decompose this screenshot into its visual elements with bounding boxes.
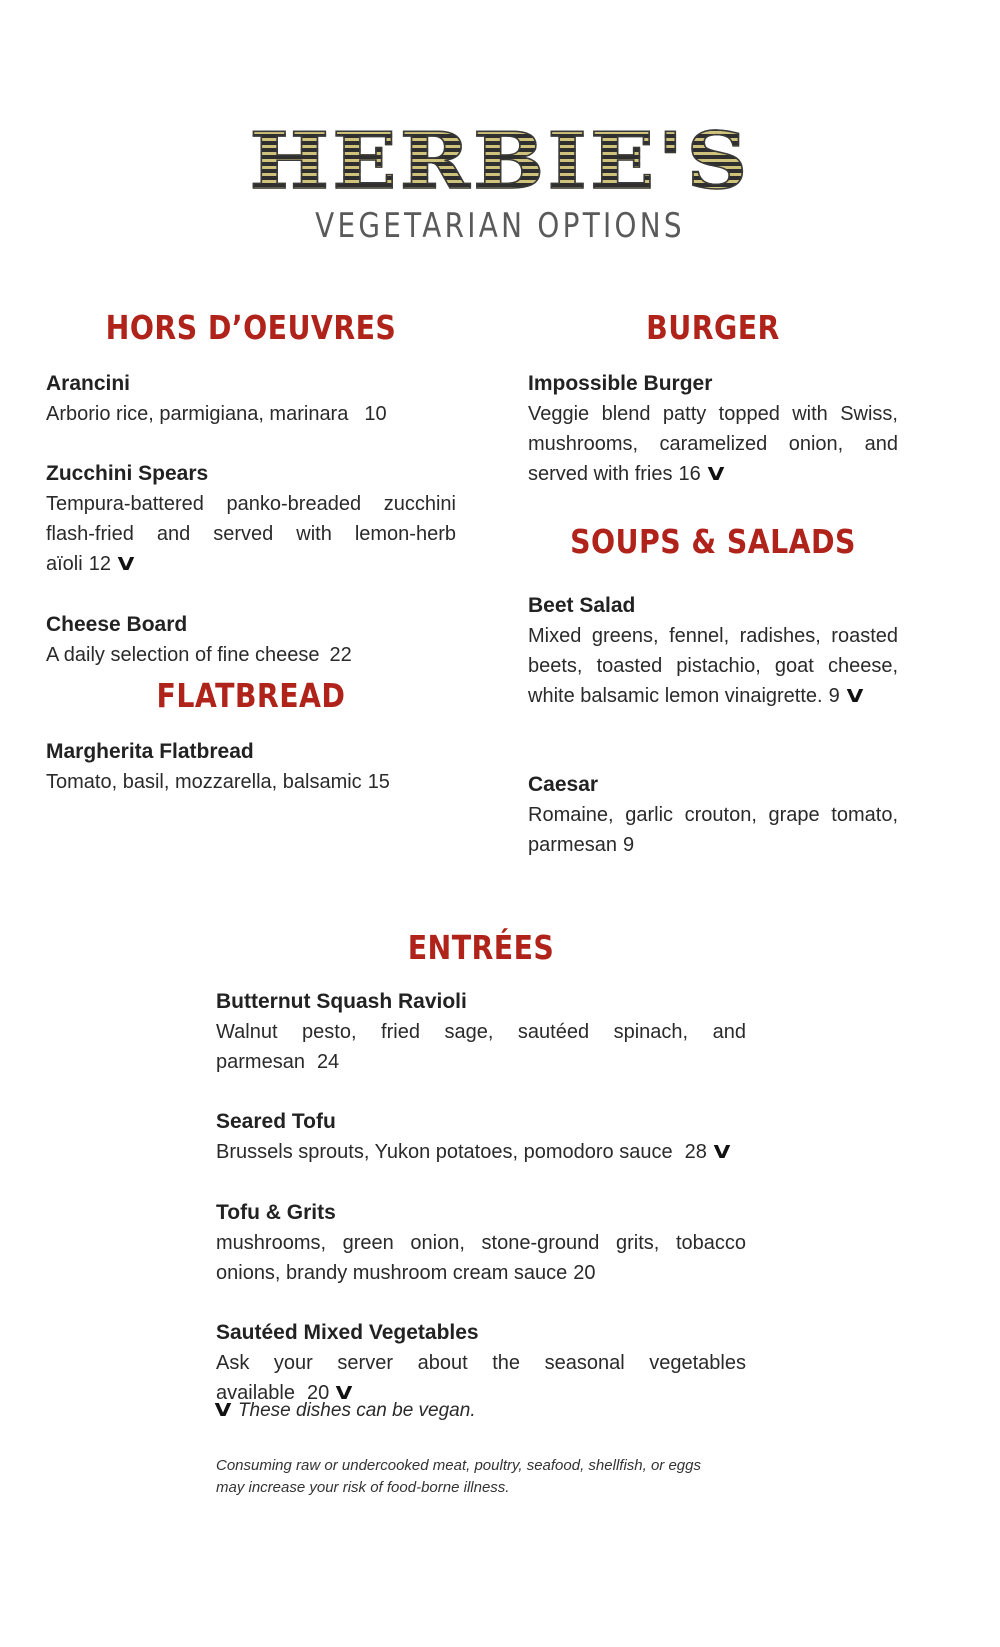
item-desc-text: A daily selection of fine cheese [46,644,320,666]
item-description [46,640,456,670]
item-name: Cheese Board [46,613,188,636]
vegan-icon: V [713,1142,731,1163]
item-description [46,399,456,429]
section-soups-salads [528,522,898,860]
food-safety-disclaimer: Consuming raw or undercooked meat, poultry, seafood, shellfish, or eggs may increase your risk of food-borne illness. [216,1457,701,1496]
item-description [46,767,456,797]
menu-item [528,770,898,860]
item-name: Arancini [46,372,131,395]
section-burger [528,308,898,490]
section-title-burger: BURGER [646,308,780,347]
vegan-icon: V [846,686,864,707]
vegan-icon: V [214,1400,232,1421]
item-price: 22 [329,644,352,666]
menu-item [216,1198,746,1288]
item-desc-text: Ask your server about the seasonal vegetables available [216,1352,746,1404]
item-name: Seared Tofu [216,1110,336,1133]
item-description [528,399,898,490]
item-price: 9 [622,834,635,856]
item-name: Caesar [528,773,599,796]
item-price: 9 [828,685,840,707]
vegan-legend-text: These dishes can be vegan. [237,1400,476,1421]
menu-item [46,459,456,580]
item-price: 24 [316,1051,340,1073]
item-name: Margherita Flatbread [46,740,254,763]
item-desc-text: Tomato, basil, mozzarella, balsamic [46,771,362,793]
menu-item [216,1318,746,1409]
item-name: Tofu & Grits [216,1201,336,1224]
item-price: 28 [684,1141,707,1163]
item-desc-text: Walnut pesto, fried sage, sautéed spinach, and parmesan [216,1021,746,1073]
menu-item [528,369,898,490]
vegan-icon: V [117,554,135,575]
section-title-flatbread: FLATBREAD [156,676,346,715]
item-desc-text: Veggie blend patty topped with Swiss, mushrooms, caramelized onion, and served with fries [528,403,898,485]
menu-item [46,369,456,429]
item-name: Butternut Squash Ravioli [216,990,467,1013]
item-price: 15 [367,771,390,793]
item-description [216,1017,746,1077]
item-desc-text: mushrooms, green onion, stone-ground grits, tobacco onions, brandy mushroom cream sauce [216,1232,746,1284]
item-description [46,489,456,580]
item-desc-text: Romaine, garlic crouton, grape tomato, parmesan [528,804,898,856]
section-title-hors-doeuvres: HORS D’OEUVRES [105,308,397,347]
item-price: 10 [364,403,387,425]
section-title-entrees: ENTRÉES [407,928,555,967]
item-name: Beet Salad [528,594,636,617]
menu-item [46,737,456,797]
item-name: Impossible Burger [528,372,713,395]
item-description [216,1228,746,1288]
item-price: 12 [88,553,111,575]
menu-item [528,591,898,712]
item-desc-text: Arborio rice, parmigiana, marinara [46,403,349,425]
menu-item [216,1107,746,1168]
item-description [528,800,898,860]
vegan-icon: V [335,1383,353,1404]
section-title-soups-salads: SOUPS & SALADS [570,522,856,561]
item-description [216,1137,746,1168]
section-flatbread [46,676,456,797]
item-price: 20 [573,1262,596,1284]
item-description [528,621,898,712]
item-desc-text: Mixed greens, fennel, radishes, roasted beets, toasted pistachio, goat cheese, white balsamic lemon vinaigrette. [528,625,898,707]
item-name: Sautéed Mixed Vegetables [216,1321,479,1344]
restaurant-logo: HERBIE'S [249,116,751,207]
item-price: 20 [306,1382,330,1404]
item-desc-text: Brussels sprouts, Yukon potatoes, pomodoro sauce [216,1141,673,1163]
item-desc-text: Tempura-battered panko-breaded zucchini flash-fried and served with lemon-herb aïoli [46,493,456,575]
item-name: Zucchini Spears [46,462,209,485]
menu-header [0,116,1000,246]
section-hors-doeuvres [46,308,456,670]
item-price: 16 [678,463,701,485]
menu-item [46,610,456,670]
section-entrees [216,928,746,1409]
menu-subtitle: VEGETARIAN OPTIONS [315,206,685,246]
vegan-legend [216,1400,476,1422]
menu-item [216,987,746,1077]
vegan-icon: V [707,464,725,485]
